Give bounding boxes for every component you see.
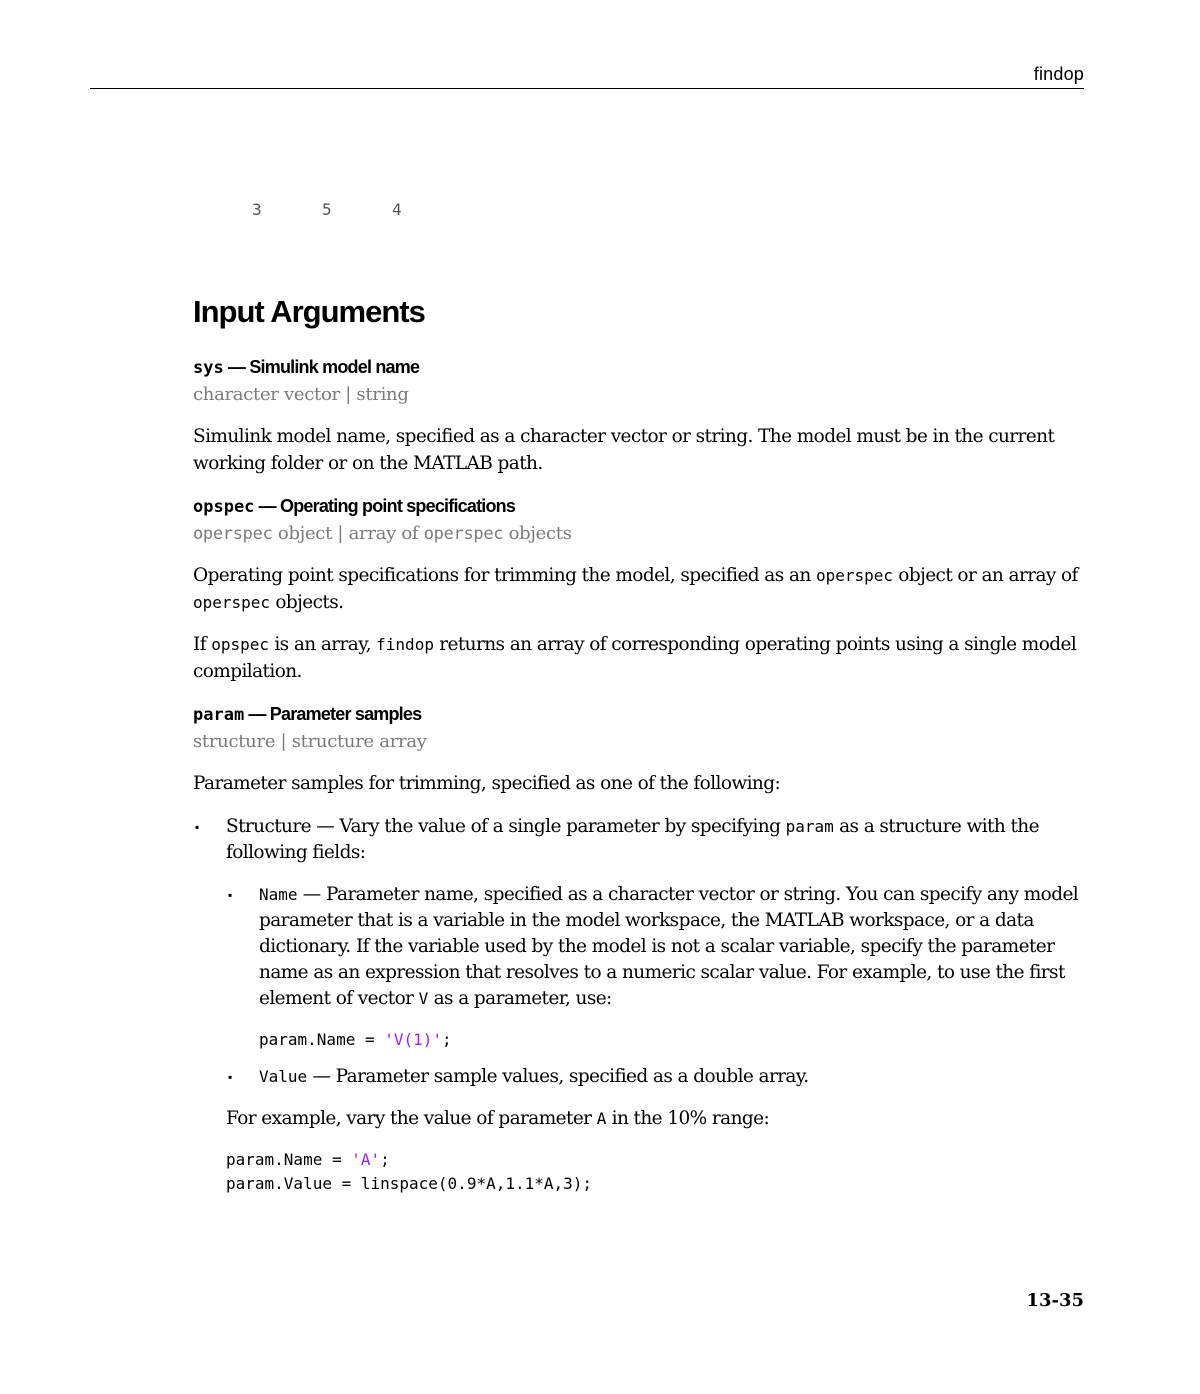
section-title: Input Arguments <box>193 294 425 329</box>
structure-fields-list <box>226 882 1093 1090</box>
code-example-name: param.Name = 'V(1)'; <box>259 1029 452 1049</box>
arg-heading-sys: sys — Simulink model name <box>193 357 420 378</box>
arg-types-opspec: operspec object | array of operspec objects <box>193 523 572 544</box>
running-header <box>90 64 1084 89</box>
arg-description-opspec: Operating point specifications for trimming the model, specified as an operspec object or an array of operspec objects. <box>193 565 1078 613</box>
arg-types-param: structure | structure array <box>193 731 427 752</box>
code-example-range: param.Name = 'A'; param.Value = linspace(0.9*A,1.1*A,3); <box>226 1149 593 1193</box>
example-intro: For example, vary the value of parameter A in the 10% range: <box>226 1107 770 1129</box>
arg-description-param: Parameter samples for trimming, specified as one of the following: <box>193 773 781 794</box>
arg-name: opspec <box>193 497 255 517</box>
arg-types-sys: character vector | string <box>193 384 409 405</box>
arg-description-opspec-array: If opspec is an array, findop returns an array of corresponding operating points using a single model compilation. <box>193 634 1077 682</box>
continued-output-values <box>252 200 462 219</box>
arg-title: Simulink model name <box>249 357 420 377</box>
arg-heading-param: param — Parameter samples <box>193 704 422 725</box>
arg-title: Operating point specifications <box>280 496 516 516</box>
running-title: findop <box>1033 64 1084 84</box>
list-item-name-field: ▪ Name — Parameter name, specified as a character vector or string. You can specify any model parameter that is a variable in the model workspace, the MATLAB workspace, or a data dictionary. If the variable used by the model is not a scalar variable, specify the parameter name as an expression that resolves to a numeric scalar value. For example, to use the first element of vector V as a parameter, use: param.Name = 'V(1)'; <box>226 882 1093 1052</box>
param-options-list <box>193 814 1093 1196</box>
arg-description-sys: Simulink model name, specified as a character vector or string. The model must be in the current working folder or on the MATLAB path. <box>193 426 1055 474</box>
output-value: 5 <box>322 200 332 219</box>
arg-heading-opspec: opspec — Operating point specifications <box>193 496 516 517</box>
arg-title: Parameter samples <box>269 704 422 724</box>
list-item-value-field: ▪ Value — Parameter sample values, specified as a double array. <box>226 1064 1093 1090</box>
main-content <box>193 290 1093 1208</box>
arg-name: sys <box>193 358 224 378</box>
page-number: 13-35 <box>1026 1290 1084 1311</box>
arg-name: param <box>193 705 245 725</box>
output-value: 4 <box>392 200 402 219</box>
list-item-structure: ▪ Structure — Vary the value of a single parameter by specifying param as a structure with the following fields: ▪ Name — Parameter name, specified as a character vector or string. You can specify any model parameter that is a variable in the model workspace, the MATLAB workspace, or a data dictionary. If the variable used by the model is not a scalar variable, specify the parameter name as an expression that resolves to a numeric scalar value. For example, to use the first element of vector V as a parameter, use: param.Name = 'V(1)'; ▪ Value — Parameter sample values, specified as a double array. For example, vary the value of parameter A in the 10% range: param.Name = 'A'; param.Value = linspace(0.9*A,1.1*A,3); <box>193 814 1093 1196</box>
output-value: 3 <box>252 200 262 219</box>
